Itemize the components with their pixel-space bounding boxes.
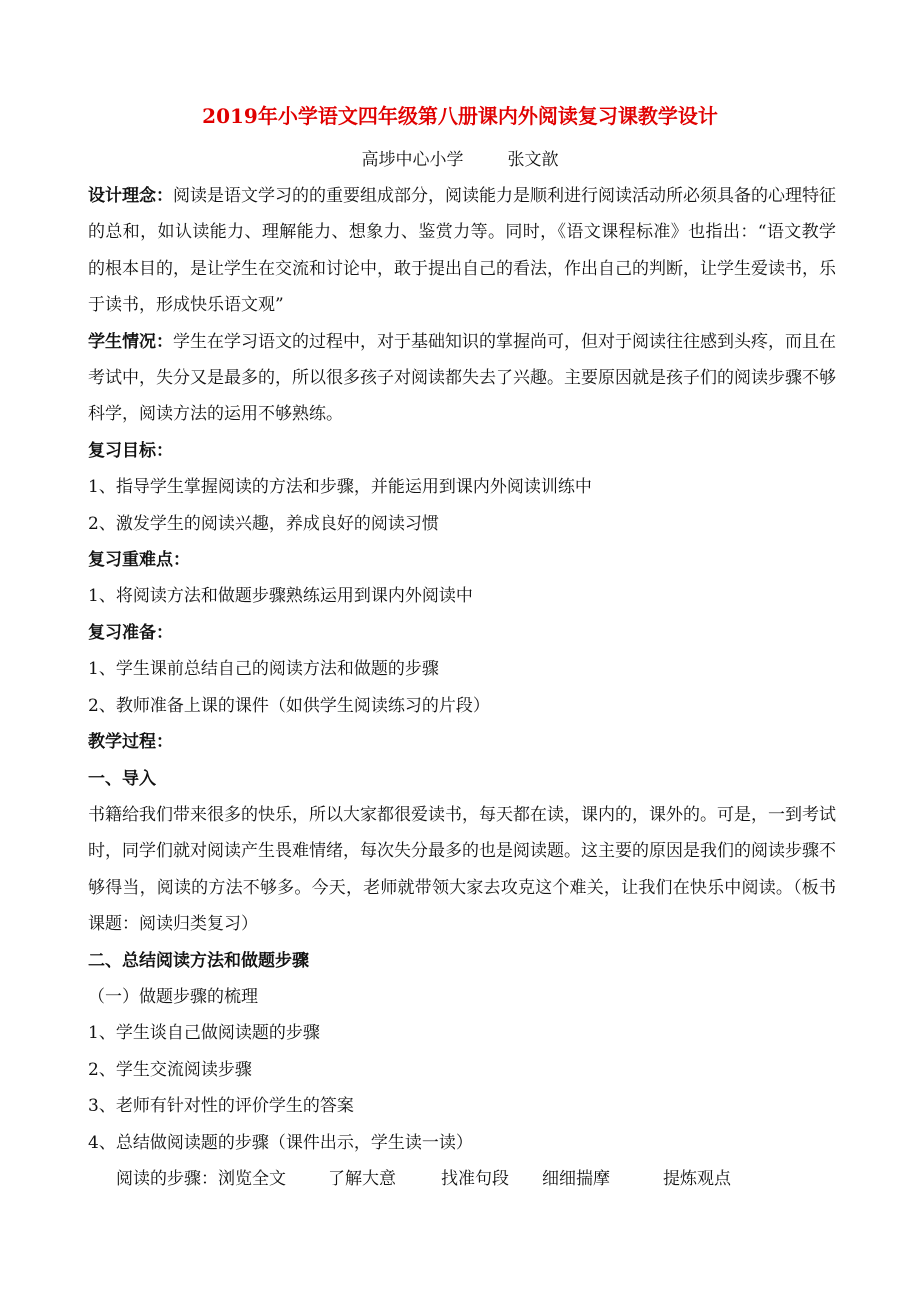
preparation-heading: 复习准备： <box>88 622 173 643</box>
key-points-heading: 复习重难点： <box>88 550 190 571</box>
design-concept-label: 设计理念： <box>88 186 173 206</box>
student-situation-text: 学生在学习语文的过程中，对于基础知识的掌握尚可，但对于阅读往往感到头疼，而且在考试中，失分又是最多的，所以很多孩子对阅读都失去了兴趣。主要原因就是孩子们的阅读步骤不够科学，阅读方法的运用不够熟练。 <box>88 331 836 425</box>
summary-item: 2、学生交流阅读步骤 <box>88 1059 252 1080</box>
reading-step: 细细揣摩 <box>542 1168 610 1189</box>
summary-item: 4、总结做阅读题的步骤（课件出示，学生读一读） <box>88 1132 473 1153</box>
author-name: 张文歆 <box>507 150 559 170</box>
preparation-item: 1、学生课前总结自己的阅读方法和做题的步骤 <box>88 659 439 680</box>
process-heading: 教学过程： <box>88 732 173 753</box>
section-intro-text: 书籍给我们带来很多的快乐，所以大家都很爱读书，每天都在读，课内的，课外的。可是，一到考试时，同学们就对阅读产生畏难情绪，每次失分最多的也是阅读题。这主要的原因是我们的阅读步骤不够得当，阅读的方法不够多。今天，老师就带领大家去攻克这个难关，让我们在快乐中阅读。（板书课题：阅读归类复习） <box>88 804 836 935</box>
goal-item: 2、激发学生的阅读兴趣，养成良好的阅读习惯 <box>88 513 439 534</box>
summary-item: 3、老师有针对性的评价学生的答案 <box>88 1096 354 1117</box>
section-summary-subheading: （一）做题步骤的梳理 <box>88 986 258 1007</box>
document-title: 2019年小学语文四年级第八册课内外阅读复习课教学设计 <box>202 104 718 128</box>
section-summary-heading: 二、总结阅读方法和做题步骤 <box>88 950 309 971</box>
summary-item: 1、学生谈自己做阅读题的步骤 <box>88 1023 320 1044</box>
student-situation-label: 学生情况： <box>88 331 173 352</box>
school-name: 高埗中心小学 <box>361 150 464 170</box>
goal-item: 1、指导学生掌握阅读的方法和步骤，并能运用到课内外阅读训练中 <box>88 477 592 498</box>
reading-steps-line <box>88 1161 836 1197</box>
key-point-item: 1、将阅读方法和做题步骤熟练运用到课内外阅读中 <box>88 586 473 607</box>
section-intro-heading: 一、导入 <box>88 768 156 789</box>
reading-step: 了解大意 <box>328 1168 396 1189</box>
reading-step: 提炼观点 <box>663 1168 731 1189</box>
preparation-item: 2、教师准备上课的课件（如供学生阅读练习的片段） <box>88 695 490 716</box>
goals-heading: 复习目标： <box>88 440 173 461</box>
reading-step: 找准句段 <box>441 1168 509 1189</box>
document-body <box>88 178 836 1197</box>
author-line <box>0 145 920 170</box>
reading-steps-label: 阅读的步骤：浏览全文 <box>116 1168 286 1189</box>
design-concept-text: 阅读是语文学习的的重要组成部分，阅读能力是顺利进行阅读活动所必须具备的心理特征的总和，如认读能力、理解能力、想象力、鉴赏力等。同时，《语文课程标准》也指出：“语文教学的根本目的，是让学生在交流和讨论中，敢于提出自己的看法，作出自己的判断，让学生爱读书，乐于读书，形成快乐语文观” <box>88 186 836 316</box>
design-concept-paragraph <box>88 178 836 324</box>
student-situation-paragraph <box>88 324 836 433</box>
